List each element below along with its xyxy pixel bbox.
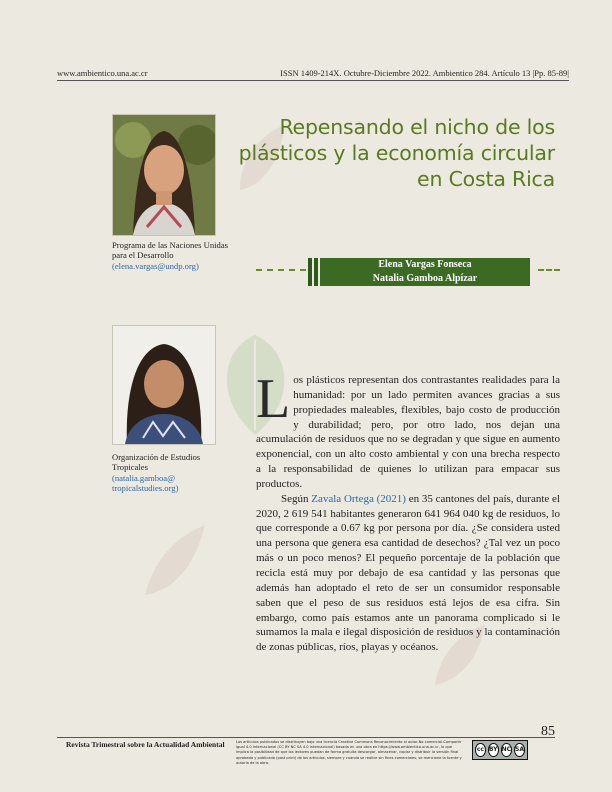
- author-affiliation: Organización de Estudios Tropicales (natalia.gamboa@ tropicalstudies.org): [112, 452, 230, 494]
- author-names-box: [320, 258, 530, 286]
- author-name: Elena Vargas Fonseca: [378, 259, 472, 270]
- article-body: [256, 368, 560, 655]
- by-icon: BY: [488, 743, 499, 757]
- author-affiliation: Programa de las Naciones Unidas para el Desarrollo (elena.vargas@undp.org): [112, 240, 230, 271]
- citation-link[interactable]: Zavala Ortega (2021): [311, 492, 406, 505]
- accent-bar: [314, 258, 318, 286]
- dashed-divider: [538, 269, 560, 271]
- header-divider: [57, 80, 569, 81]
- accent-bar: [308, 258, 312, 286]
- nc-icon: NC: [501, 743, 512, 757]
- paragraph: Según Zavala Ortega (2021) en 35 cantones del país, durante el 2020, 2 619 541 habitantes generaron 641 964 040 kg de residuos, lo que corresponde a 0.67 kg por persona por día. ¿Se considera usted una persona que genera esa cantidad de desechos? ¿Tal vez un poco más o un poco menos? El pequeño porcentaje de la población que recicla está muy por debajo de esa cantidad y las personas que además han adoptado el reto de ser un consumidor responsable saben que el peso de sus residuos está lejos de esa cifra. Sin embargo, como país estamos ante un panorama complicado si le sumamos la mala e ilegal disposición de residuos y la contaminación de zonas públicas, ríos, playas y océanos.: [256, 492, 560, 654]
- journal-url[interactable]: www.ambientico.una.ac.cr: [57, 68, 148, 78]
- page-number: 85: [541, 724, 555, 739]
- leaf-decoration-icon: [140, 520, 210, 600]
- author-names-bar: [256, 256, 560, 286]
- article-title: Repensando el nicho de los plásticos y la economía circular en Costa Rica: [238, 115, 555, 191]
- issn-info: ISSN 1409-214X. Octubre-Diciembre 2022. Ambientico 284. Artículo 13 |Pp. 85-89|: [280, 68, 569, 78]
- author-photo: [112, 114, 216, 236]
- footer-divider: [57, 737, 555, 738]
- license-text: Los artículos publicados se distribuyen bajo una licencia Creative Commons Reconocimiento al autor-No comercial-Compartir igual 4.0 Internacional (CC BY NC SA 4.0 Internacional) basada en una obra en https://www.ambientico.una.ac.cr, lo que implica la posibilidad de que los lectores puedan de forma gratuita descargar, almacenar, copiar y distribuir la versión final aprobada y publicada (post print) de los artículos, siempre y cuando se realice sin fines comerciales, se mencione la fuente y autoría de la obra.: [236, 740, 462, 765]
- paragraph: Los plásticos representan dos contrastantes realidades para la humanidad: por un lado permiten avances gracias a sus propiedades maleables, flexibles, bajo costo de producción y durabilidad; pero, por otro lado, nos dejan una acumulación de residuos que no se degradan y que sigue en aumento exponencial, con un alto costo ambiental y con una brecha respecto a la responsabilidad de quienes lo utilizan para empacar sus productos.: [256, 368, 560, 490]
- journal-tagline: Revista Trimestral sobre la Actualidad Ambiental: [66, 740, 225, 749]
- author-name: Natalia Gamboa Alpízar: [372, 273, 478, 284]
- drop-cap: L: [256, 368, 291, 430]
- author-email-link[interactable]: (elena.vargas@undp.org): [112, 260, 199, 271]
- cc-license-badge-icon[interactable]: [472, 740, 528, 760]
- author-photo: [112, 325, 216, 445]
- cc-icon: cc: [475, 743, 486, 757]
- sa-icon: SA: [514, 743, 525, 757]
- dashed-divider: [256, 269, 306, 271]
- author-email-link[interactable]: (natalia.gamboa@ tropicalstudies.org): [112, 472, 179, 494]
